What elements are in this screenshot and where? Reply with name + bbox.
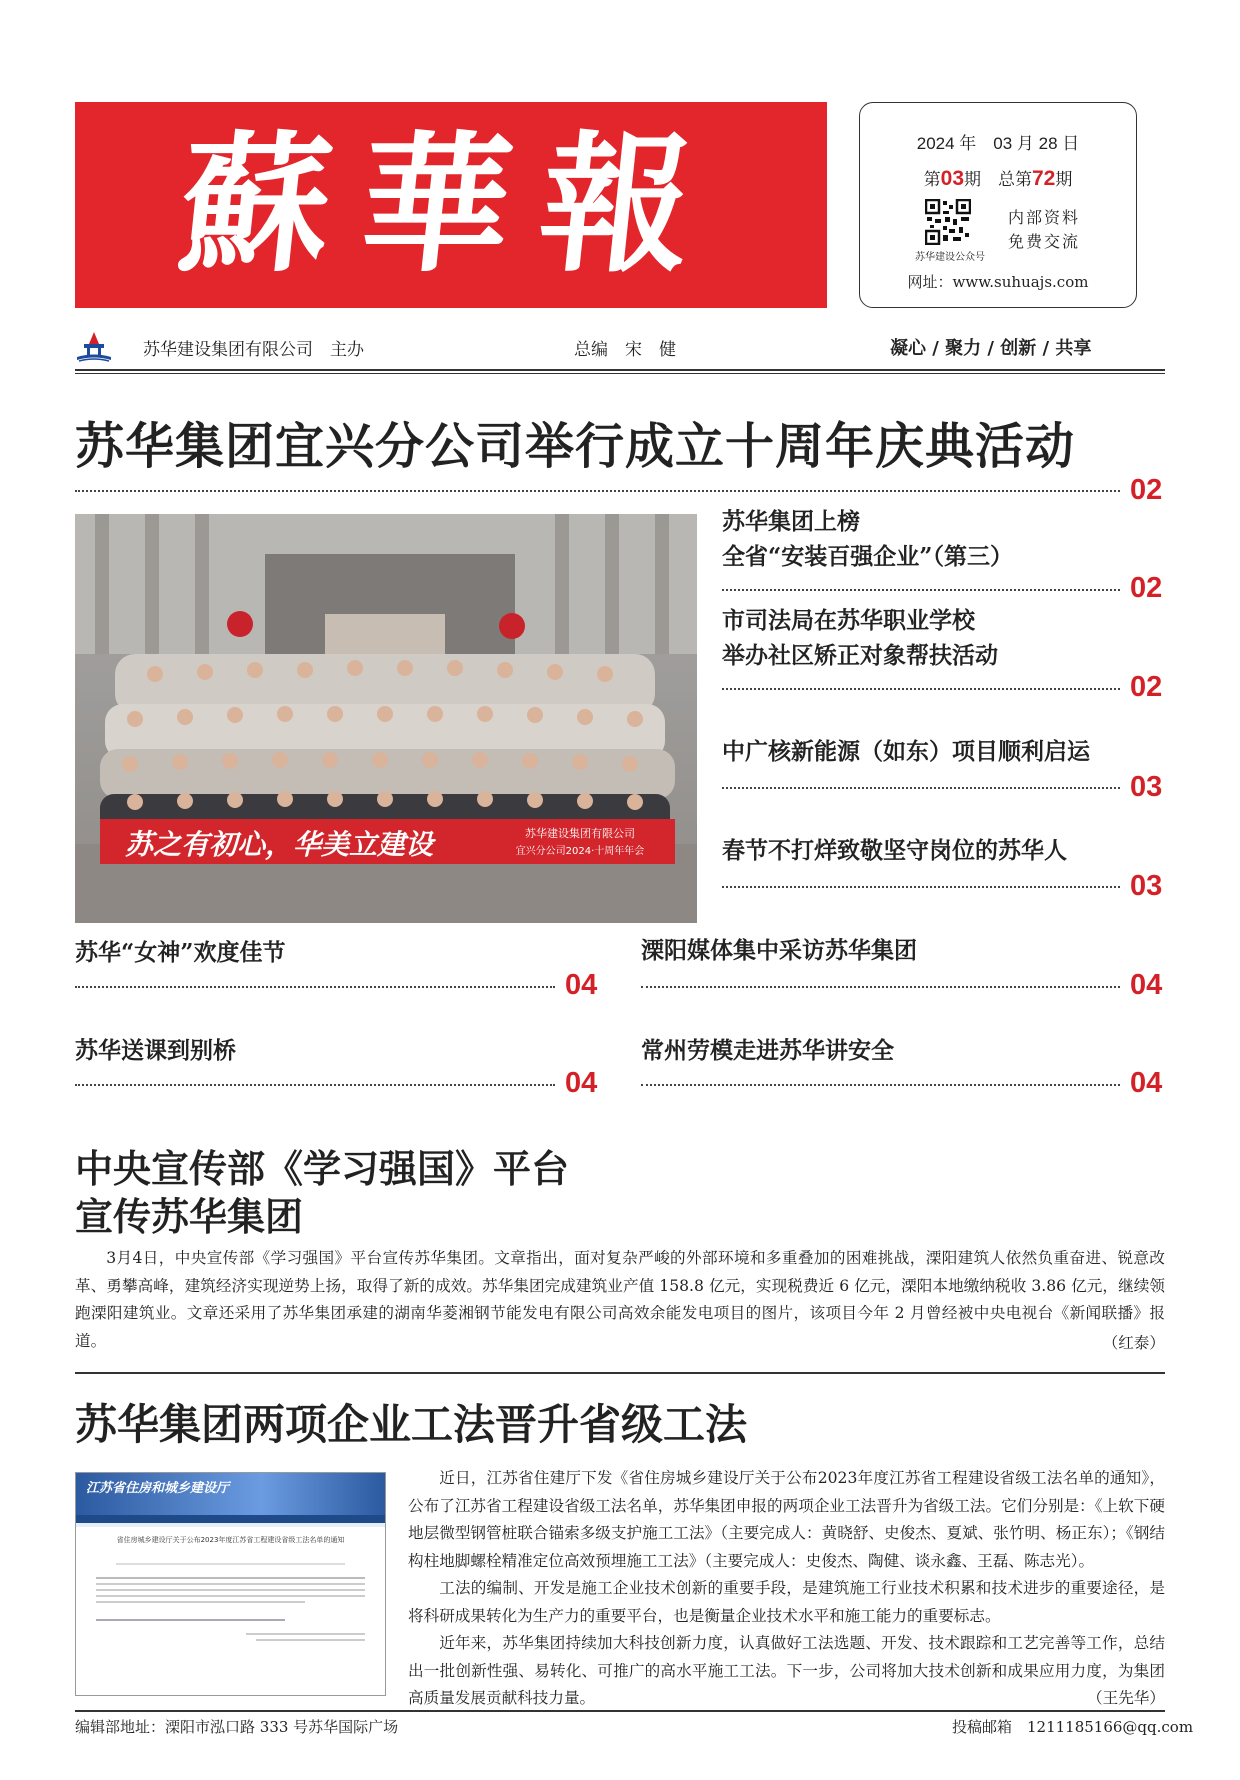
notice-screenshot xyxy=(75,1472,386,1696)
submission-email[interactable]: 投稿邮箱 1211185166@qq.com xyxy=(952,1718,1194,1736)
divider xyxy=(641,1084,1120,1086)
motto: 凝心 / 聚力 / 创新 / 共享 xyxy=(890,338,1092,359)
article2-paragraph: 近日，江苏省住建厅下发《省住房城乡建设厅关于公布2023年度江苏省工程建设省级工法名单的通知》，公布了江苏省工程建设省级工法名单，苏华集团申报的两项企业工法晋升为省级工法。它们分别是：《上软下硬地层微型钢管桩联合锚索多级支护施工工法》（主要完成人：黄晓舒、史俊杰、夏斌、张竹明、杨正东）；《钢结构柱地脚螺栓精准定位高效预埋施工工法》（主要完成人：史俊杰、陶健、谈永鑫、王磊、陈志光）。 xyxy=(408,1469,1165,1570)
article1-body: 3月4日，中央宣传部《学习强国》平台宣传苏华集团。文章指出，面对复杂严峻的外部环境和多重叠加的困难挑战，溧阳建筑人依然负重奋进、锐意改革、勇攀高峰，建筑经济实现逆势上扬，取得了新的成效。苏华集团完成建筑业产值 158.8 亿元，实现税费近 6 亿元，溧阳本地缴纳税收 3.86 亿元，继续领跑溧阳建筑业。文章还采用了苏华集团承建的湖南华菱湘钢节能发电有限公司高效余能发电项目的图片，该项目今年 2 月曾经被中央电视台《新闻联播》报道。 xyxy=(75,1249,1165,1350)
lead-photo xyxy=(75,514,697,923)
grid-item[interactable]: 常州劳模走进苏华讲安全 xyxy=(641,1037,894,1064)
page-number: 02 xyxy=(1130,572,1163,604)
side-item[interactable]: 苏华集团上榜 全省“安装百强企业”（第三） xyxy=(722,508,1013,570)
website: 网址：www.suhuajs.com xyxy=(907,273,1089,291)
side-item[interactable]: 中广核新能源（如东）项目顺利启运 xyxy=(722,738,1090,765)
side-item[interactable]: 市司法局在苏华职业学校 举办社区矫正对象帮扶活动 xyxy=(722,607,998,669)
masthead-banner xyxy=(75,102,827,308)
divider xyxy=(722,589,1120,591)
photo-banner-event: 宜兴分公司2024·十周年年会 xyxy=(515,846,645,857)
publisher: 苏华建设集团有限公司 主办 xyxy=(143,340,364,359)
divider xyxy=(75,1710,1165,1712)
internal-note: 内部资料 xyxy=(1008,210,1081,227)
divider xyxy=(75,369,1165,371)
page-number: 02 xyxy=(1130,671,1163,703)
article2-paragraph: 近年来，苏华集团持续加大科技创新力度，认真做好工法选题、开发、技术跟踪和工艺完善等工作，总结出一批创新性强、易转化、可推广的高水平施工工法。下一步，公司将加大技术创新和成果应用力度，为集团高质量发展贡献科技力量。 xyxy=(408,1634,1165,1707)
page-number: 03 xyxy=(1130,870,1163,902)
page-number: 04 xyxy=(1130,1067,1163,1099)
divider xyxy=(75,1372,1165,1374)
divider xyxy=(722,787,1120,789)
grid-item[interactable]: 苏华“女神”欢度佳节 xyxy=(75,939,286,966)
page-number: 03 xyxy=(1130,771,1163,803)
divider xyxy=(722,688,1120,690)
article2-paragraph: 工法的编制、开发是施工企业技术创新的重要手段，是建筑施工行业技术积累和技术进步的重要途径，是将科研成果转化为生产力的重要平台，也是衡量企业技术水平和施工能力的重要标志。 xyxy=(408,1579,1165,1625)
free-note: 免费交流 xyxy=(1008,234,1081,251)
company-logo-icon xyxy=(75,330,113,364)
page-number: 04 xyxy=(565,1067,598,1099)
article1-author: （红泰） xyxy=(1102,1334,1165,1352)
chief-editor: 总编 宋 健 xyxy=(574,340,676,359)
divider xyxy=(75,490,1120,492)
page-number: 04 xyxy=(1130,969,1163,1001)
editorial-address: 编辑部地址：溧阳市泓口路 333 号苏华国际广场 xyxy=(75,1718,399,1736)
divider xyxy=(641,986,1120,988)
issue-date: 2024 年 03 月 28 日 xyxy=(916,134,1080,153)
page-number: 02 xyxy=(1130,474,1163,506)
lead-headline[interactable]: 苏华集团宜兴分公司举行成立十周年庆典活动 xyxy=(75,417,1076,475)
photo-banner-slogan: 苏之有初心，华美立建设 xyxy=(125,828,434,861)
divider xyxy=(75,986,555,988)
divider xyxy=(722,886,1120,888)
article2-headline[interactable]: 苏华集团两项企业工法晋升省级工法 xyxy=(75,1400,748,1449)
qr-code-icon xyxy=(925,199,971,245)
issue-number: 第03期 总第72期 xyxy=(923,167,1073,190)
divider xyxy=(75,1084,555,1086)
qr-caption: 苏华建设公众号 xyxy=(915,252,985,263)
screenshot-title: 省住房城乡建设厅关于公布2023年度江苏省工程建设省级工法名单的通知 xyxy=(116,1536,345,1544)
grid-item[interactable]: 溧阳媒体集中采访苏华集团 xyxy=(641,937,917,964)
newspaper-title: 蘇華報 xyxy=(171,117,731,293)
article2-author: （王先华） xyxy=(1087,1689,1165,1707)
grid-item[interactable]: 苏华送课到别桥 xyxy=(75,1037,236,1064)
photo-banner-company: 苏华建设集团有限公司 xyxy=(525,827,635,840)
issue-info-box xyxy=(859,102,1137,308)
screenshot-header: 江苏省住房和城乡建设厅 xyxy=(86,1481,230,1496)
article1-headline[interactable]: 中央宣传部《学习强国》平台 宣传苏华集团 xyxy=(75,1146,570,1239)
side-item[interactable]: 春节不打烊致敬坚守岗位的苏华人 xyxy=(722,837,1067,864)
divider xyxy=(75,373,1165,374)
page-number: 04 xyxy=(565,969,598,1001)
